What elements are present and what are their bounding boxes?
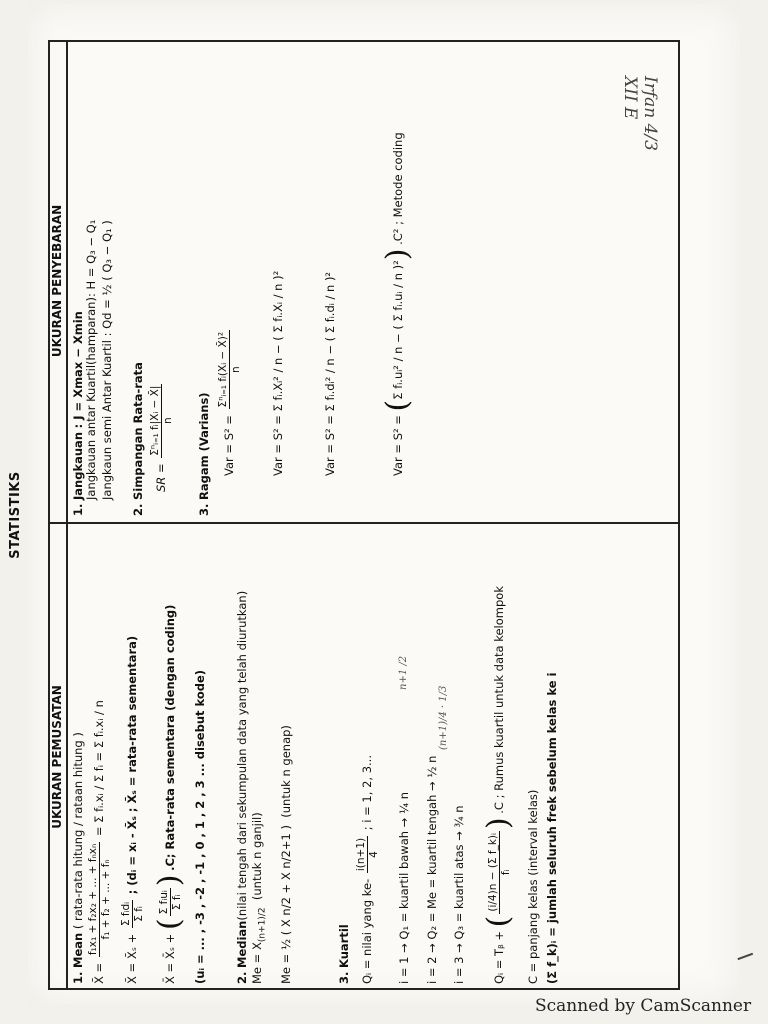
handwritten-name: Irfan 4/3 XII E [620, 76, 660, 151]
handwritten-note-2: (n+1)/4 · 1/3 [438, 685, 449, 750]
column-header-right: UKURAN PENYEBARAN [48, 40, 68, 522]
section-mean: 1.Mean ( rata-rata hitung / rataan hitung ) X̄ = f₁x₁ + f₂x₂ + ... + fₙxₙ f₁ + f₂ + ... + fₙ = Σ fᵢ.xᵢ / Σ fᵢ = Σ fᵢ.xᵢ / n X̄ = X̄ₛ + Σ fᵢdᵢ Σ fᵢ ; (dᵢ = xᵢ - X̄ₛ ; X̄ₛ = rata-rata sementara) X̄ = X̄ₛ + ( Σ fᵢuᵢ Σ fᵢ ) .C; Rata-rata sementara (dengan coding) (uᵢ = ... , -3 , -2 , -1 , 0 , 1 , 2 , 3 ... disebut kode) [71, 604, 207, 984]
column-central-tendency [48, 522, 680, 990]
section-mean-deviation: 2.Simpangan Rata-rata SR = Σⁿᵢ₌₁ fᵢ|Xᵢ − X̄| n [131, 362, 175, 516]
section-variance: 3.Ragam (Varians) Var = S² = Σⁿᵢ₌₁ fᵢ(Xᵢ − X̄)² n Var = S² = Σ fᵢ.Xᵢ² / n − ( Σ fᵢ.Xᵢ / n )² Var = S² = Σ fᵢ.dᵢ² / n − ( Σ fᵢ.dᵢ / n )² Var = S² = (Σ fᵢ.uᵢ² / n − ( Σ fᵢ.uᵢ / n )²) .C² ; Metode coding [197, 132, 415, 516]
section-quartile: 3.Kuartil Qᵢ = nilai yang ke- i(n+1) 4 ; i = 1, 2, 3... i = 1 → Q₁ = kuartil bawah → ¼ n i = 2 → Q₂ = Me = kuartil tengah → ½ n i = 3 → Q₃ = kuartil atas → ¾ n Qᵢ = Tᵦ + ( (i/4)n − (Σ f_k)ᵢ fᵢ ) .C ; Rumus kuartil untuk data kelompok C = panjang kelas (interval kelas) (Σ f_k)ᵢ = jumlah seluruh frek sebelum kelas ke i [337, 586, 559, 984]
column-dispersion [48, 40, 680, 522]
scanner-watermark: Scanned by CamScanner [535, 996, 752, 1016]
pen-mark [737, 953, 758, 975]
section-range: 1.Jangkauan : J = Xmax − Xmin Jangkauan antar Kuartil(hamparan): H = Q₃ − Q₁ Jangkaun semi Antar Kuartil : Qd = ½ ( Q₃ − Q₁ ) [71, 219, 115, 516]
mean-formula-sum: = Σ fᵢ.xᵢ / Σ fᵢ = Σ fᵢ.xᵢ / n [92, 700, 107, 837]
formula-sheet [8, 30, 680, 990]
mean-formula-lhs: X̄ = [92, 962, 107, 984]
section-median: 2.Median(nilai tengah dari sekumpulan data yang telah diurutkan) $Me = X_{(n+1)/2}$ (untuk n ganjil) Me = ½ ( X n/2 + X n/2+1 ) (untuk n genap) [235, 590, 293, 984]
code-definition: (uᵢ = ... , -3 , -2 , -1 , 0 , 1 , 2 , 3 ... disebut kode) [192, 669, 207, 984]
column-header-left: UKURAN PEMUSATAN [48, 524, 68, 990]
handwritten-note-1: n+1 /2 [398, 655, 409, 690]
page-title: STATISTIKS [8, 471, 23, 559]
